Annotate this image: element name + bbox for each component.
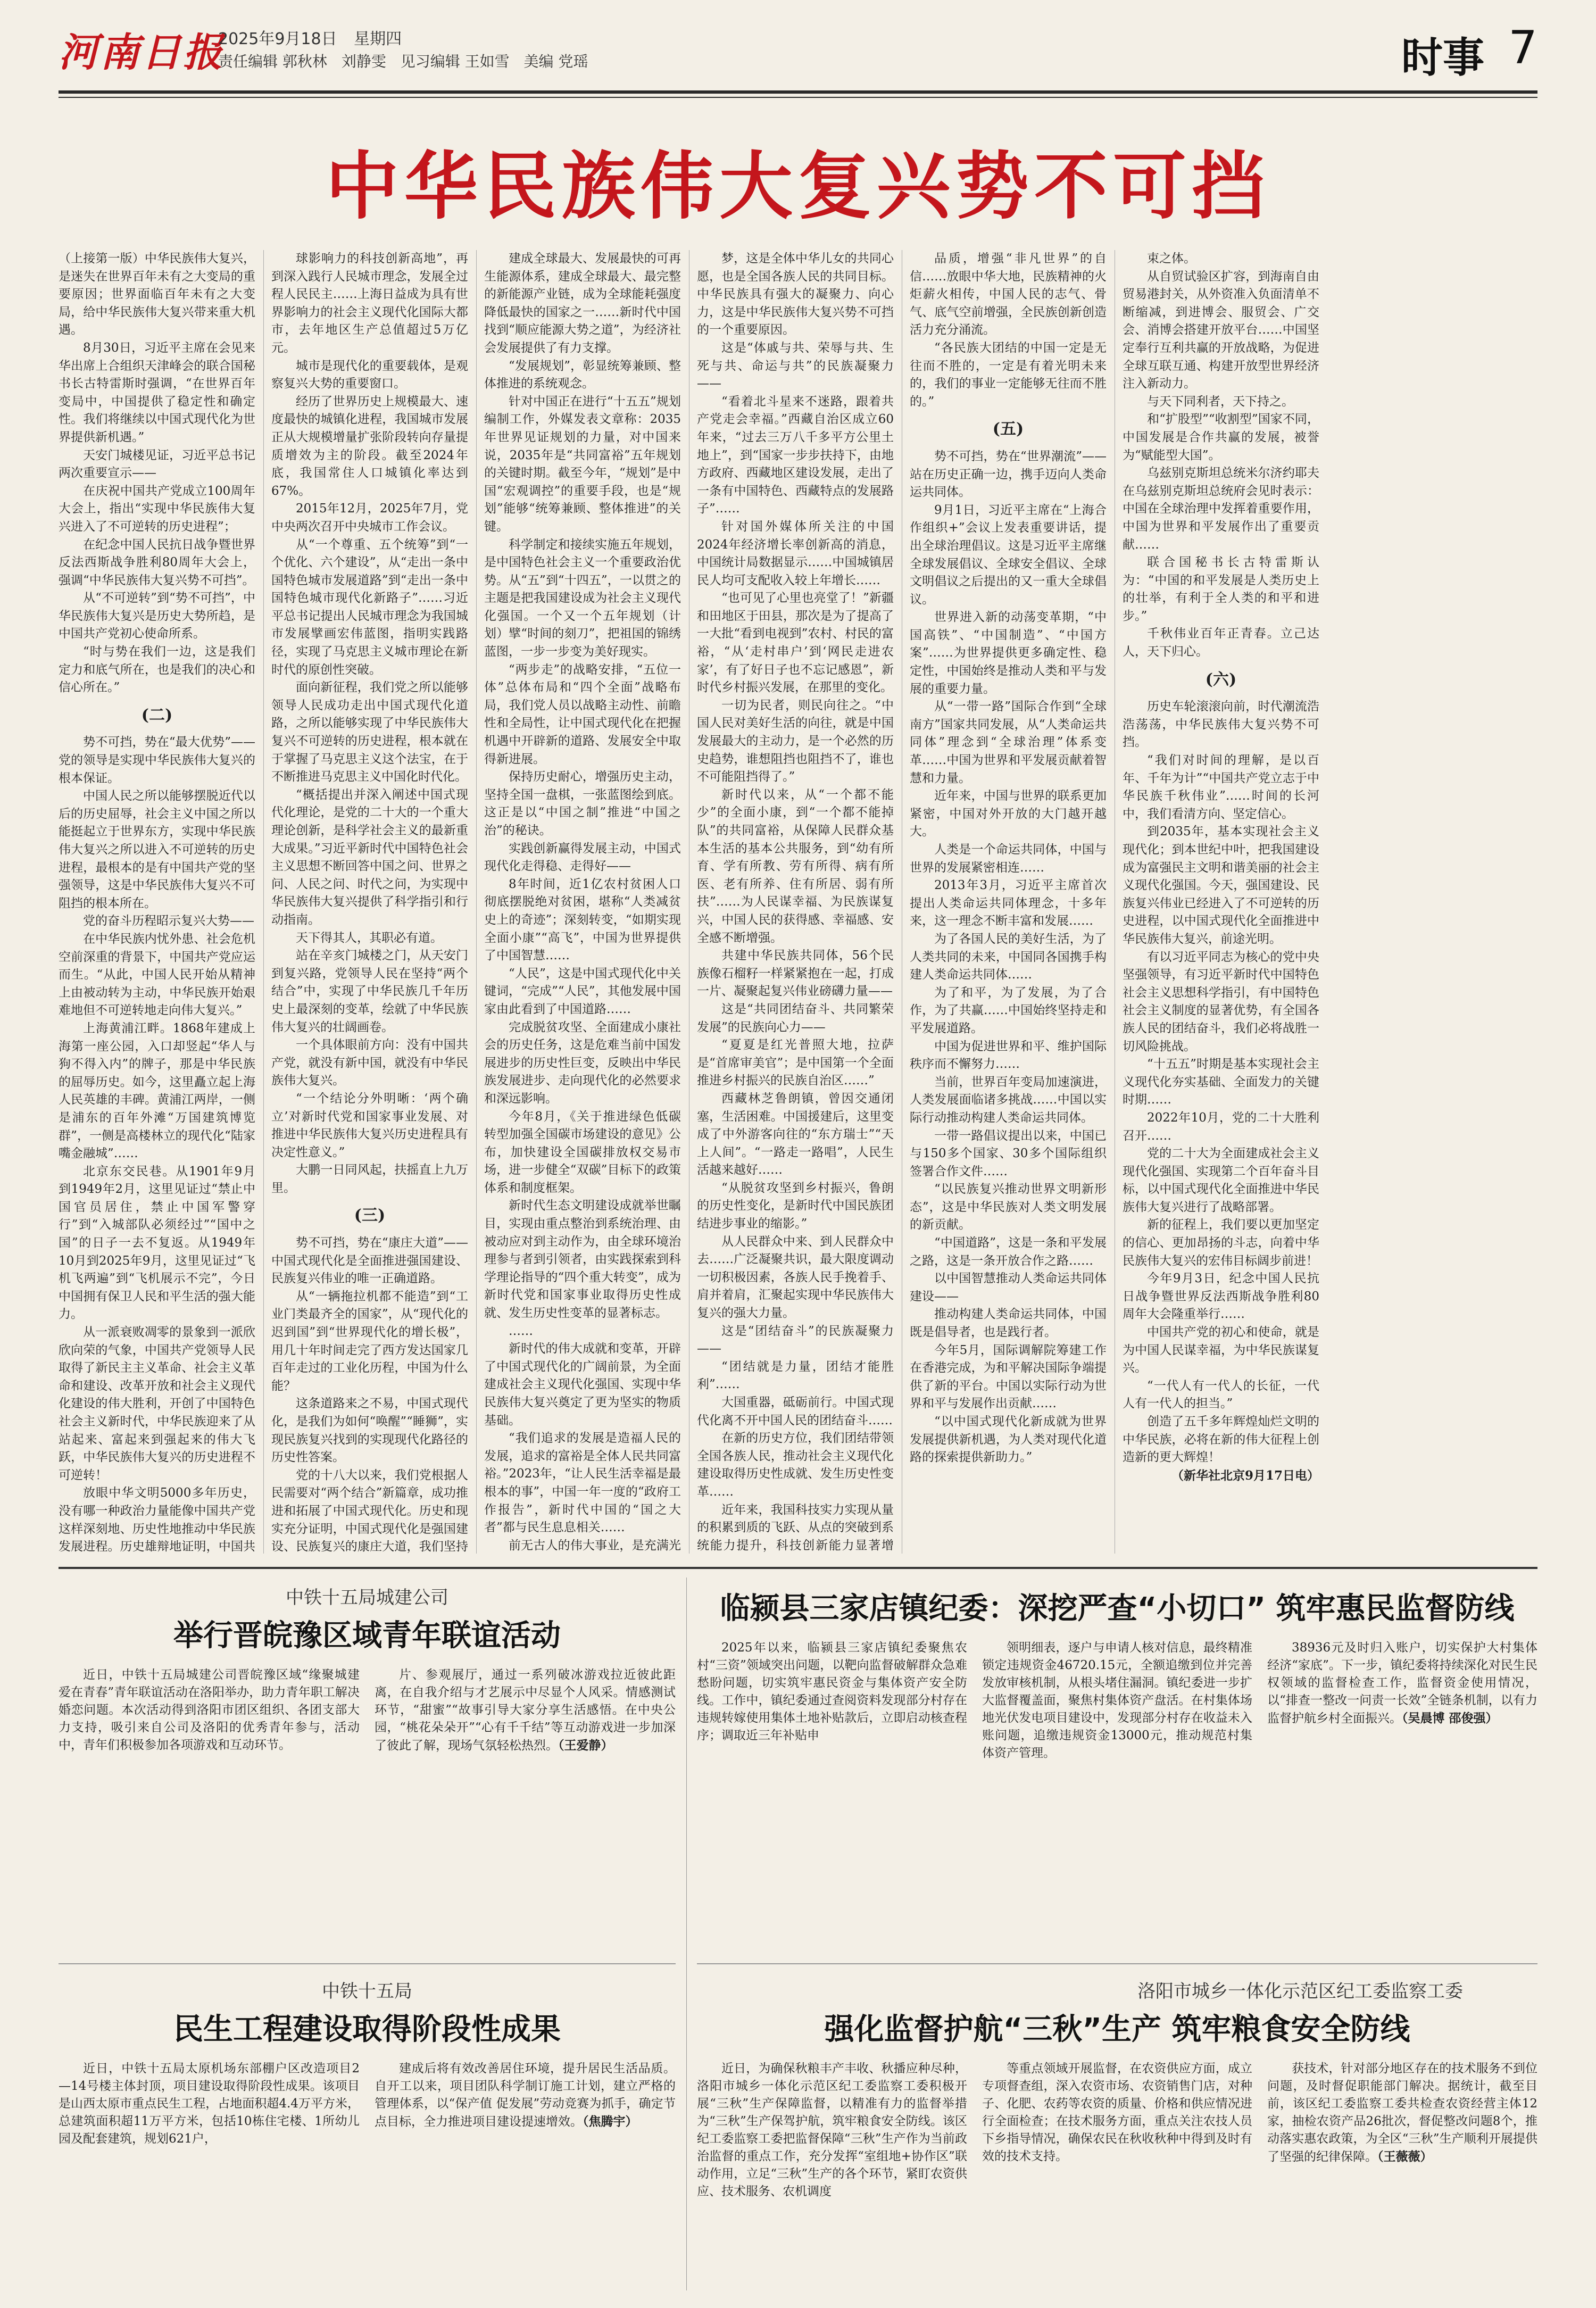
article-paragraph: “一个结论分外明晰：‘两个确立’对新时代党和国家事业发展、对推进中华民族伟大复兴历史进程具有决定性意义。” (271, 1091, 468, 1159)
article-paragraph: 势不可挡，势在“世界潮流”——站在历史正确一边，携手迈向人类命运共同体。 (910, 449, 1107, 500)
article-paragraph: 站在辛亥门城楼之门，从天安门到复兴路，党领导人民在坚持“两个结合”中，实现了中华民族几千年历史上最深刻的变革，绘就了中华民族伟大复兴的壮阔画卷。 (271, 949, 468, 1034)
article-paragraph: 创造了五千多年辉煌灿烂文明的中华民族，必将在新的伟大征程上创造新的更大辉煌！ (1123, 1415, 1319, 1465)
article-paragraph: “以中国式现代化新成就为世界发展提供新机遇，为人类对现代化道路的探索提供新助力。” (910, 1415, 1107, 1465)
brief-byline: （王爱静） (558, 1738, 613, 1753)
box-divider (697, 1963, 1537, 1964)
article-paragraph: “时与势在我们一边，这是我们定力和底气所在，也是我们的决心和信心所在。” (59, 645, 255, 695)
article-paragraph: “以民族复兴推动世界文明新形态”，这是中华民族对人类文明发展的新贡献。 (910, 1182, 1107, 1232)
brief-para: 近日，中铁十五局太原机场东部棚户区改造项目2—14号楼主体封顶，项目建设取得阶段性成果。该项目是山西太原市重点民生工程，占地面积超4.4万平方米，总建筑面积超11万平方米，包括10栋住宅楼、1所幼儿园及配套建筑，规划621户， (59, 2062, 360, 2146)
article-paragraph: 前无古人的伟大事业，是充满光 (509, 1538, 681, 1552)
article-paragraph: 这是“体戚与共、荣辱与共、生死与共、命运与共”的民族凝聚力—— (697, 341, 894, 391)
article-paragraph: 今年5月，国际调解院筹建工作在香港完成，为和平解决国际争端提供了新的平台。中国以实际行动为世界和平与发展作出贡献…… (910, 1343, 1107, 1411)
article-paragraph: “也可见了心里也亮堂了！”新疆和田地区于田县，那次是为了提高了一大批“看到电视到”农村、村民的富裕，“从‘走村串户’到‘网民走进农家’，有了好日子也不忘记感恩”，新时代乡村振兴发展，在那里的变化。 (697, 591, 894, 695)
article-paragraph: 大鹏一日同风起，扶摇直上九万里。 (271, 1163, 468, 1195)
issue-weekday: 星期四 (354, 30, 402, 48)
article-paragraph: 新时代生态文明建设成就举世瞩目，实现由重点整治到系统治理、由被动应对到主动作为，由全球环境治理参与者到引领者，由实践探索到科学理论指导的“四个重大转变”，成为新时代党和国家事业取得历史性成就、发生历史性变革的显著标志。 (484, 1199, 681, 1321)
article-paragraph: 针对中国正在进行“十五五”规划编制工作，外媒发表文章称：2035年世界见证规划的力量，对中国来说，2035年是“共同富裕”五年规划的关键时期。截至今年，“规划”是中国“宏观调控”的重要手段，也是“规划”能够“统筹兼顾、整体推进”的关键。 (484, 394, 681, 534)
brief-para: 38936元及时归入账户，切实保护大村集体经济“家底”。下一步，镇纪委将持续深化对民生民权领域的监督检查工作，监督资金使用情况，以“排查一整改一问责一长效”全链条机制，以有力监督护航乡村全面振兴。（吴晨博 邵俊强） (1267, 1641, 1537, 1725)
issue-date: 2025年9月18日 (218, 30, 337, 48)
article-paragraph: 束之体。 (1147, 252, 1196, 265)
newspaper-logo: 河南日报 (59, 30, 225, 76)
section-subhead: (三) (354, 1206, 386, 1225)
news-brief-livelihood-project (59, 1971, 676, 2290)
article-paragraph: 中国为促进世界和平、维护国际秩序而不懈努力…… (910, 1039, 1107, 1072)
brief-byline: （吴晨博 邵俊强） (1402, 1711, 1498, 1725)
column-divider (263, 250, 264, 1554)
article-credit: （新华社北京9月17日电） (1171, 1468, 1319, 1483)
article-paragraph: “团结就是力量，团结才能胜利”…… (697, 1359, 894, 1392)
article-paragraph: 2013年3月，习近平主席首次提出人类命运共同体理念，十多年来，这一理念不断丰富和发展…… (910, 878, 1107, 928)
brief-title: 民生工程建设取得阶段性成果 (173, 2012, 561, 2047)
article-paragraph: 历史车轮滚滚向前，时代潮流浩浩荡荡，中华民族伟大复兴势不可挡。 (1123, 700, 1319, 750)
article-paragraph: 在庆祝中国共产党成立100周年大会上，指出“实现中华民族伟大复兴进入了不可逆转的历史进程”； (59, 484, 255, 534)
article-paragraph: 势不可挡，势在“康庄大道”——中国式现代化是全面推进强国建设、民族复兴伟业的唯一正确道路。 (271, 1236, 468, 1286)
article-paragraph: 今年8月，《关于推进绿色低碳转型加强全国碳市场建设的意见》公布，加快建设全国碳排放权交易市场，进一步健全“双碳”目标下的政策体系和制度框架。 (484, 1109, 681, 1195)
editor-4: 美编 党瑶 (523, 53, 588, 70)
article-paragraph: 城市是现代化的重要载体，是观察复兴大势的重要窗口。 (271, 359, 468, 391)
article-paragraph: 共建中华民族共同体，56个民族像石榴籽一样紧紧抱在一起，打成一片、凝聚起复兴伟业磅礴力量—— (697, 949, 894, 999)
article-column-1 (59, 250, 255, 1554)
middle-rule (59, 1567, 1537, 1569)
article-paragraph: 新时代以来，从“一个都不能少”的全面小康，到“一个都不能掉队”的共同富裕，从保障人民群众基本生活的基本公共服务，到“幼有所育、学有所教、劳有所得、病有所医、老有所养、住有所居、弱有所扶”……为人民谋幸福、为民族谋复兴，中国人民的获得感、幸福感、安全感不断增强。 (697, 787, 894, 945)
article-paragraph: 从“一个尊重、五个统筹”到“一个优化、六个建设”，从“走出一条中国特色城市发展道路”到“走出一条中国特色城市现代化新路子”……习近平总书记提出人民城市理念为我国城市发展擘画宏伟蓝图，指明实践路径，实现了马克思主义城市理论在新时代的原创性突破。 (271, 537, 468, 677)
article-paragraph: 2022年10月，党的二十大胜利召开…… (1123, 1110, 1319, 1143)
article-lead: （上接第一版）中华民族伟大复兴，是迷失在世界百年未有之大变局的重要原因；世界面临百年未有之大变局，给中华民族伟大复兴带来重大机遇。 (59, 252, 255, 337)
article-column-4 (697, 250, 894, 1554)
article-paragraph: 品质，增强“非凡世界”的自信……放眼中华大地，民族精神的火炬薪火相传，中国人民的志气、骨气、底气空前增强，全民族创新创造活力充分涌流。 (910, 252, 1107, 337)
article-paragraph: 中国人民之所以能够摆脱近代以后的历史屈辱，社会主义中国之所以能挺起立于世界东方，实现中华民族伟大复兴之所以进入不可逆转的历史进程，最根本的是有中国共产党的坚强领导，这是中华民族伟大复兴不可阻挡的根本所在。 (59, 789, 255, 910)
article-paragraph: 新的征程上，我们要以更加坚定的信心、更加昂扬的斗志，向着中华民族伟大复兴的宏伟目标阔步前进！ (1123, 1218, 1319, 1268)
editor-line (218, 50, 597, 71)
article-paragraph: 千秋伟业百年正青春。立己达人，天下归心。 (1123, 627, 1319, 659)
article-paragraph: 以中国智慧推动人类命运共同体建设—— (910, 1272, 1107, 1304)
article-paragraph: 这是“团结奋斗”的民族凝聚力—— (697, 1324, 894, 1356)
box-divider (686, 1578, 687, 2290)
article-paragraph: 针对国外媒体所关注的中国2024年经济增长率创新高的消息，中国统计局数据显示……中国城镇居民人均可支配收入较上年增长…… (697, 519, 894, 587)
article-paragraph: 从“一带一路”国际合作到“全球南方”国家共同发展，从“人类命运共同体”理念到“全球治理”体系变革……中国为世界和平发展贡献着智慧和力量。 (910, 700, 1107, 785)
article-paragraph: 近年来，我国科技实力实现从量的积累到质的飞跃、从点的突破到系统能力提升，科技创新能力显著增 (697, 1502, 894, 1552)
article-paragraph: 天下得其人，其职必有道。 (296, 931, 443, 945)
article-paragraph: 势不可挡，势在“最大优势”——党的领导是实现中华民族伟大复兴的根本保证。 (59, 735, 255, 785)
brief-para: 近日，为确保秋粮丰产丰收、秋播应种尽种，洛阳市城乡一体化示范区纪工委监察工委积极开展“三秋”生产保障监督，以精准有力的监督举措为“三秋”生产保驾护航，筑牢粮食安全防线。该区纪工委监察工委把监督保障“三秋”生产作为当前政治监督的重点工作，充分发挥“室组地+协作区”联动作用，立足“三秋”生产的各个环节，紧盯农资供应、技术服务、农机调度 (697, 2062, 967, 2198)
article-paragraph: 今年9月3日，纪念中国人民抗日战争暨世界反法西斯战争胜利80周年大会隆重举行…… (1123, 1272, 1319, 1322)
article-paragraph: 2015年12月，2025年7月，党中央两次召开中央城市工作会议。 (271, 502, 468, 534)
article-column-6 (1123, 250, 1319, 1554)
article-paragraph: “中国道路”，这是一条和平发展之路，这是一条开放合作之路…… (910, 1236, 1107, 1268)
article-paragraph: 保持历史耐心，增强历史主动，坚持全国一盘棋，一张蓝图绘到底。这正是以“中国之制”推进“中国之治”的秘诀。 (484, 770, 681, 837)
article-paragraph: 8年时间，近1亿农村贫困人口彻底摆脱绝对贫困，堪称“人类减贫史上的奇迹”；深刻转变，“如期实现全面小康”“高飞”，中国为世界提供了中国智慧…… (484, 877, 681, 963)
article-paragraph: “发展规划”，彰显统筹兼顾、整体推进的系统观念。 (484, 359, 681, 391)
article-paragraph: 到2035年，基本实现社会主义现代化；到本世纪中叶，把我国建设成为富强民主文明和谐美丽的社会主义现代化强国。今天，强国建设、民族复兴伟业已经进入了不可逆转的历史进程，以中国式现代化全面推进中华民族伟大复兴，前途光明。 (1123, 825, 1319, 946)
article-paragraph: 上海黄浦江畔。1868年建成上海第一座公园，入口却竖起“华人与狗不得入内”的牌子，那是中华民族的屈辱历史。如今，这里矗立起上海人民英雄的丰碑。黄浦江两岸，一侧是浦东的百年外滩“万国建筑博览群”，一侧是高楼林立的现代化“陆家嘴金融城”…… (59, 1021, 255, 1161)
brief-para: 2025年以来，临颍县三家店镇纪委聚焦农村“三资”领域突出问题，以靶向监督破解群众急难愁盼问题，切实筑牢惠民资金与集体资产安全防线。工作中，镇纪委通过查阅资料发现部分村存在违规转嫁使用集体土地补贴款后，立即启动核查程序；调取近三年补贴申 (697, 1641, 967, 1742)
article-paragraph: 9月1日，习近平主席在“上海合作组织+”会议上发表重要讲话，提出全球治理倡议。这是习近平主席继全球发展倡议、全球安全倡议、全球文明倡议之后提出的又一重大全球倡议。 (910, 503, 1107, 607)
brief-para: 获技术，针对部分地区存在的技术服务不到位问题，及时督促职能部门解决。据统计，截至目前，该区纪工委监察工委共检查农资经营主体12家，抽检农资产品26批次，督促整改问题8个，推动落实惠农政策，为全区“三秋”生产顺利开展提供了坚强的纪律保障。（王薇薇） (1267, 2062, 1537, 2164)
article-paragraph: 为了和平，为了发展，为了合作，为了共赢……中国始终坚持走和平发展道路。 (910, 985, 1107, 1035)
article-column-2 (271, 250, 468, 1554)
page-number: 7 (1508, 21, 1537, 74)
article-paragraph: 一个具体眼前方向：没有中国共产党，就没有新中国，就没有中华民族伟大复兴。 (271, 1038, 468, 1088)
section-subhead: (二) (141, 705, 173, 725)
article-paragraph: 从一派衰败凋零的景象到一派欣欣向荣的气象，中国共产党领导人民取得了新民主主义革命、社会主义革命和建设、改革开放和社会主义现代化建设的伟大胜利，开创了中国特色社会主义新时代，中华民族迎来了从站起来、富起来到强起来的伟大飞跃，中华民族伟大复兴的历史进程不可逆转！ (59, 1325, 255, 1482)
article-paragraph: 西藏林芝鲁朗镇，曾因交通闭塞，生活困难。中国援建后，这里变成了中外游客向往的“东方瑞士”“天上人间”。“一路走一路唱”，人民生活越来越好…… (697, 1091, 894, 1177)
brief-kicker: 中铁十五局 (322, 1981, 412, 2002)
editor-3: 见习编辑 王如雪 (400, 53, 510, 70)
article-paragraph: 科学制定和接续实施五年规划，是中国特色社会主义一个重要政治优势。从“五”到“十四五”，一以贯之的主题是把我国建设成为社会主义现代化强国。一个又一个五年规划（计划）擘“时间的刻刀”，把祖国的锦绣蓝图，一步一步变为美好现实。 (484, 537, 681, 659)
article-paragraph: 在中华民族内忧外患、社会危机空前深重的背景下，中国共产党应运而生。“从此，中国人民开始从精神上由被动转为主动，中华民族开始艰难地但不可逆转地走向伟大复兴。” (59, 932, 255, 1018)
editor-2: 刘静雯 (341, 53, 386, 70)
article-paragraph: “一代人有一代人的长征，一代人有一代人的担当。” (1123, 1379, 1319, 1411)
section-subhead: (六) (1205, 670, 1237, 689)
article-paragraph: “人民”，这是中国式现代化中关键词，“完成”“人民”，其他发展中国家由此看到了中国道路…… (484, 966, 681, 1016)
article-paragraph: 从“不可逆转”到“势不可挡”，中华民族伟大复兴是历史大势所趋，是中国共产党初心使命所系。 (59, 591, 255, 641)
article-paragraph: 乌兹别克斯坦总统米尔济约耶夫在乌兹别克斯坦总统府会见时表示：中国在全球治理中发挥着重要作用，中国为世界和平发展作出了重要贡献…… (1123, 466, 1319, 552)
article-paragraph: 这条道路来之不易，中国式现代化，是我们为如何“唤醒”“睡狮”，实现民族复兴找到的实现现代化路径的历史性答案。 (271, 1397, 468, 1465)
article-paragraph: 经历了世界历史上规模最大、速度最快的城镇化进程，我国城市发展正从大规模增量扩张阶段转向存量提质增效为主的阶段。截至2024年底，我国常住人口城镇化率达到67%。 (271, 394, 468, 498)
brief-byline: （王薇薇） (1377, 2149, 1433, 2164)
article-paragraph: 梦，这是全体中华儿女的共同心愿，也是全国各族人民的共同目标。中华民族具有强大的凝聚力、向心力，这是中华民族伟大复兴势不可挡的一个重要原因。 (697, 252, 894, 337)
article-paragraph: 这是“共同团结奋斗、共同繁荣发展”的民族向心力—— (697, 1002, 894, 1034)
article-paragraph: 建成全球最大、发展最快的可再生能源体系，建成全球最大、最完整的新能源产业链，成为全球能耗强度降低最快的国家之一……新时代中国找到“顺应能源大势之道”，为经济社会发展提供了有力支撑。 (484, 252, 681, 355)
article-paragraph: 从“一辆拖拉机都不能造”到“工业门类最齐全的国家”，从“现代化的迟到国”到“世界现代化的增长极”，用几十年时间走完了西方发达国家几百年走过的工业化历程，中国为什么能？ (271, 1289, 468, 1393)
brief-title: 强化监督护航“三秋”生产 筑牢粮食安全防线 (824, 2012, 1410, 2047)
article-paragraph: 党的二十大为全面建成社会主义现代化强国、实现第二个百年奋斗目标，以中国式现代化全面推进中华民族伟大复兴进行了战略部署。 (1123, 1147, 1319, 1214)
brief-para: 片、参观展厅，通过一系列破冰游戏拉近彼此距离，在自我介绍与才艺展示中尽显个人风采。情感测试环节，“甜蜜”“故事引导大家分享生活感悟。在中央公园，“桃花朵朵开”“心有千千结”等互动游戏进一步加深了彼此了解，现场气氛轻松热烈。（王爱静） (375, 1668, 676, 1753)
article-paragraph: 面向新征程，我们党之所以能够领导人民成功走出中国式现代化道路，之所以能够实现了中华民族伟大复兴不可逆转的历史进程，根本就在于掌握了马克思主义这个法宝，在于不断推进马克思主义中国化时代化。 (271, 680, 468, 784)
main-headline: 中华民族伟大复兴势不可挡 (325, 144, 1270, 229)
brief-body (59, 1666, 676, 1755)
article-paragraph: 联合国秘书长古特雷斯认为：“中国的和平发展是人类历史上的壮举，有利于全人类的和平和进步。” (1123, 555, 1319, 623)
article-paragraph: 与天下同利者，天下持之。 (1147, 394, 1294, 409)
article-paragraph: 为了各国人民的美好生活，为了人类共同的未来，中国同各国携手构建人类命运共同体…… (910, 932, 1107, 982)
article-paragraph: 近年来，中国与世界的联系更加紧密，中国对外开放的大门越开越大。 (910, 789, 1107, 839)
article-paragraph: 从人民群众中来、到人民群众中去……广泛凝聚共识，最大限度调动一切积极因素，各族人民手挽着手、肩并着肩，汇聚起实现中华民族伟大复兴的强大力量。 (697, 1234, 894, 1321)
article-paragraph: “看着北斗星来不迷路，跟着共产党走会幸福。”西藏自治区成立60年来，“过去三万八千多平方公里土地上”，到“国家一步步扶持下，由地方政府、西藏地区建设发展，走出了一条有中国特色、西藏特点的发展路子”…… (697, 394, 894, 516)
article-paragraph: 球影响力的科技创新高地”，再到深入践行人民城市理念，发展全过程人民民主……上海日益成为具有世界影响力的社会主义现代化国际大都市，去年地区生产总值超过5万亿元。 (271, 252, 468, 355)
brief-body (697, 1639, 1537, 1762)
top-rule (59, 90, 1537, 94)
section-name: 时事 (1401, 34, 1484, 82)
article-paragraph: “概括提出并深入阐述中国式现代化理论，是党的二十大的一个重大理论创新，是科学社会主义的最新重大成果。”习近平新时代中国特色社会主义思想不断回答中国之问、世界之问、人民之问、时代之问，为实现中华民族伟大复兴提供了科学指引和行动指南。 (271, 787, 468, 927)
article-paragraph: “各民族大团结的中国一定是无往而不胜的，一定是有着光明未来的，我们的事业一定能够无往而不胜的。” (910, 341, 1107, 409)
article-paragraph: 和“扩股型”“收割型”国家不同，中国发展是合作共赢的发展，被誉为“赋能型大国”。 (1123, 412, 1319, 462)
top-rule-thin (59, 97, 1537, 98)
article-paragraph: 当前，世界百年变局加速演进，人类发展面临诸多挑战……中国以实际行动推动构建人类命运共同体。 (910, 1075, 1107, 1125)
article-column-3 (484, 250, 681, 1554)
article-paragraph: 从自贸试验区扩容，到海南自由贸易港封关，从外资准入负面清单不断缩减，到进博会、服贸会、广交会、消博会搭建开放平台……中国坚定奉行互利共赢的开放战略，为促进全球互联互通、构建开放型世界经济注入新动力。 (1123, 269, 1319, 391)
article-paragraph: 在纪念中国人民抗日战争暨世界反法西斯战争胜利80周年大会上，强调“中华民族伟大复兴势不可挡”。 (59, 537, 255, 587)
article-paragraph: 党的十八大以来，我们党根据人民需要对“两个结合”新篇章，成功推进和拓展了中国式现代化。历史和现实充分证明，中国式现代化是强国建设、民族复兴的康庄大道，我们坚持 (271, 1468, 468, 1554)
brief-byline: （焦腾宇） (583, 2114, 638, 2129)
brief-para: 领明细表，逐户与申请人核对信息，最终精准锁定违规资金46720.15元，全额追缴到位并完善发放审核机制，从根头堵住漏洞。镇纪委进一步扩大监督覆盖面，聚焦村集体资产盘活。在村集体场地光伏发电项目建设中，发现部分村存在收益未入账问题，追缴违规资金13000元，推动规范村集体资产管理。 (982, 1641, 1252, 1760)
brief-title: 临颍县三家店镇纪委：深挖严查“小切口” 筑牢惠民监督防线 (720, 1591, 1515, 1626)
article-paragraph: 新时代的伟大成就和变革，开辟了中国式现代化的广阔前景，为全面建成社会主义现代化强国、实现中华民族伟大复兴奠定了更为坚实的物质基础。 (484, 1342, 681, 1427)
article-paragraph: 实践创新赢得发展主动，中国式现代化走得稳、走得好—— (484, 841, 681, 874)
article-paragraph: 天安门城楼见证，习近平总书记两次重要宣示—— (59, 448, 255, 480)
brief-title: 举行晋皖豫区域青年联谊活动 (173, 1618, 561, 1653)
main-article (59, 250, 1537, 1554)
brief-kicker: 中铁十五局城建公司 (286, 1587, 448, 1608)
brief-body (697, 2060, 1537, 2201)
article-paragraph: 放眼中华文明5000多年历史，没有哪一种政治力量能像中国共产党这样深刻地、历史性地推动中华民族发展进程。历史雄辩地证明，中国共 (59, 1486, 255, 1554)
article-paragraph: 中国共产党的初心和使命，就是为中国人民谋幸福，为中华民族谋复兴。 (1123, 1325, 1319, 1375)
article-paragraph: 在新的历史方位，我们团结带领全国各族人民，推动社会主义现代化建设取得历史性成就、发生历史性变革…… (697, 1431, 894, 1499)
box-divider (59, 1963, 676, 1964)
news-brief-autumn-harvest (697, 1971, 1537, 2290)
article-paragraph: 推动构建人类命运共同体，中国既是倡导者，也是践行者。 (910, 1307, 1107, 1340)
article-paragraph: “两步走”的战略安排，“五位一体”总体布局和“四个全面”战略布局，我们党人员以战略主动性、前瞻性和全局性，让中国式现代化在把握机遇中开辟新的道路、发展安全中取得新进展。 (484, 662, 681, 766)
brief-para: 等重点领域开展监督，在农资供应方面，成立专项督查组，深入农资市场、农资销售门店，对种子、化肥、农药等农资的质量、价格和供应情况进行全面检查；在技术服务方面，重点关注农技人员下乡指导情况，确保农民在秋收秋种中得到及时有效的技术支持。 (982, 2062, 1252, 2163)
article-paragraph: 大国重器，砥砺前行。中国式现代化离不开中国人民的团结奋斗…… (697, 1396, 894, 1427)
issue-date-line (218, 26, 413, 49)
article-paragraph: “我们追求的发展是造福人民的发展，追求的富裕是全体人民共同富裕。”2023年，“让人民生活幸福是最根本的事”，中国一年一度的“政府工作报告”，新时代中国的“国之大者”都与民生息息相关…… (484, 1431, 681, 1535)
column-divider (476, 250, 477, 1554)
article-paragraph: 世界进入新的动荡变革期，“中国高铁”、“中国制造”、“中国方案”……为世界提供更多确定性、稳定性，中国始终是推动人类和平与发展的重要力量。 (910, 610, 1107, 696)
article-paragraph: “夏夏是红光普照大地，拉萨是“首席审美官”；是中国第一个全面推进乡村振兴的民族自治区……” (697, 1038, 894, 1088)
article-paragraph: 北京东交民巷。从1901年9月到1949年2月，这里见证过“禁止中国官员居住，禁止中国军警穿行”到“入城部队必须经过”“国中之国”的日子一去不复返。从1949年10月到2025年9月，这里见证过“飞机飞两遍”到“飞机展示不完”，今日中国拥有保卫人民和平生活的强大能力。 (59, 1164, 255, 1322)
article-paragraph: “我们对时间的理解，是以百年、千年为计”“中国共产党立志于中华民族千秋伟业”……时间的长河中，我们看清方向、坚定信心。 (1123, 753, 1319, 821)
brief-para: 近日，中铁十五局城建公司晋皖豫区域“缘聚城建 爱在青春”青年联谊活动在洛阳举办，助力青年职工解决婚恋问题。本次活动得到洛阳市团区组织、各团支部大力支持，吸引来自公司及洛阳的优秀青年参与，活动中，青年们积极参加各项游戏和互动环节。 (59, 1668, 360, 1752)
article-paragraph: “十五五”时期是基本实现社会主义现代化夯实基础、全面发力的关键时期…… (1123, 1057, 1319, 1107)
article-paragraph: 8月30日，习近平主席在会见来华出席上合组织天津峰会的联合国秘书长古特雷斯时强调，“在世界百年变局中，中国提供了稳定性和确定性。我们将继续以中国式现代化为世界提供新机遇。” (59, 341, 255, 444)
masthead (59, 16, 1548, 101)
article-paragraph: 人类是一个命运共同体，中国与世界的发展紧密相连…… (910, 843, 1107, 875)
article-paragraph: …… (509, 1324, 533, 1338)
editor-1: 责任编辑 郭秋林 (218, 53, 327, 70)
article-paragraph: 党的奋斗历程昭示复兴大势—— (83, 914, 254, 928)
brief-para: 建成后将有效改善居住环境，提升居民生活品质。自开工以来，项目团队科学制订施工计划，建立严格的管理体系，以“保产值 促发展”劳动竞赛为抓手，确定节点目标，全力推进项目建设提速增效。（焦腾宇） (375, 2062, 676, 2129)
article-column-5 (910, 250, 1107, 1554)
article-paragraph: 一带一路倡议提出以来，中国已与150多个国家、30多个国际组织签署合作文件…… (910, 1128, 1107, 1178)
article-paragraph: 有以习近平同志为核心的党中央坚强领导，有习近平新时代中国特色社会主义思想科学指引，有中国特色社会主义制度的显著优势，有全国各族人民的团结奋斗，我们必将战胜一切风险挑战。 (1123, 950, 1319, 1053)
brief-body (59, 2060, 676, 2148)
news-brief-discipline-supervision (697, 1578, 1537, 1961)
section-subhead: (五) (992, 420, 1024, 439)
article-paragraph: 完成脱贫攻坚、全面建成小康社会的历史任务，这是危难当前中国发展进步的历史性巨变，反映出中华民族发展进步、走向现代化的必然要求和深远影响。 (484, 1020, 681, 1106)
brief-kicker: 洛阳市城乡一体化示范区纪工委监察工委 (1137, 1981, 1463, 2002)
news-brief-youth-event (59, 1578, 676, 1961)
article-paragraph: “从脱贫攻坚到乡村振兴，鲁朗的历史性变化，是新时代中国民族团结进步事业的缩影。” (697, 1181, 894, 1231)
article-paragraph: 一切为民者，则民向往之。“中国人民对美好生活的向往，就是中国发展最大的主动力，是一个必然的历史趋势，谁想阻挡也阻挡不了，谁也不可能阻挡得了。” (697, 698, 894, 784)
